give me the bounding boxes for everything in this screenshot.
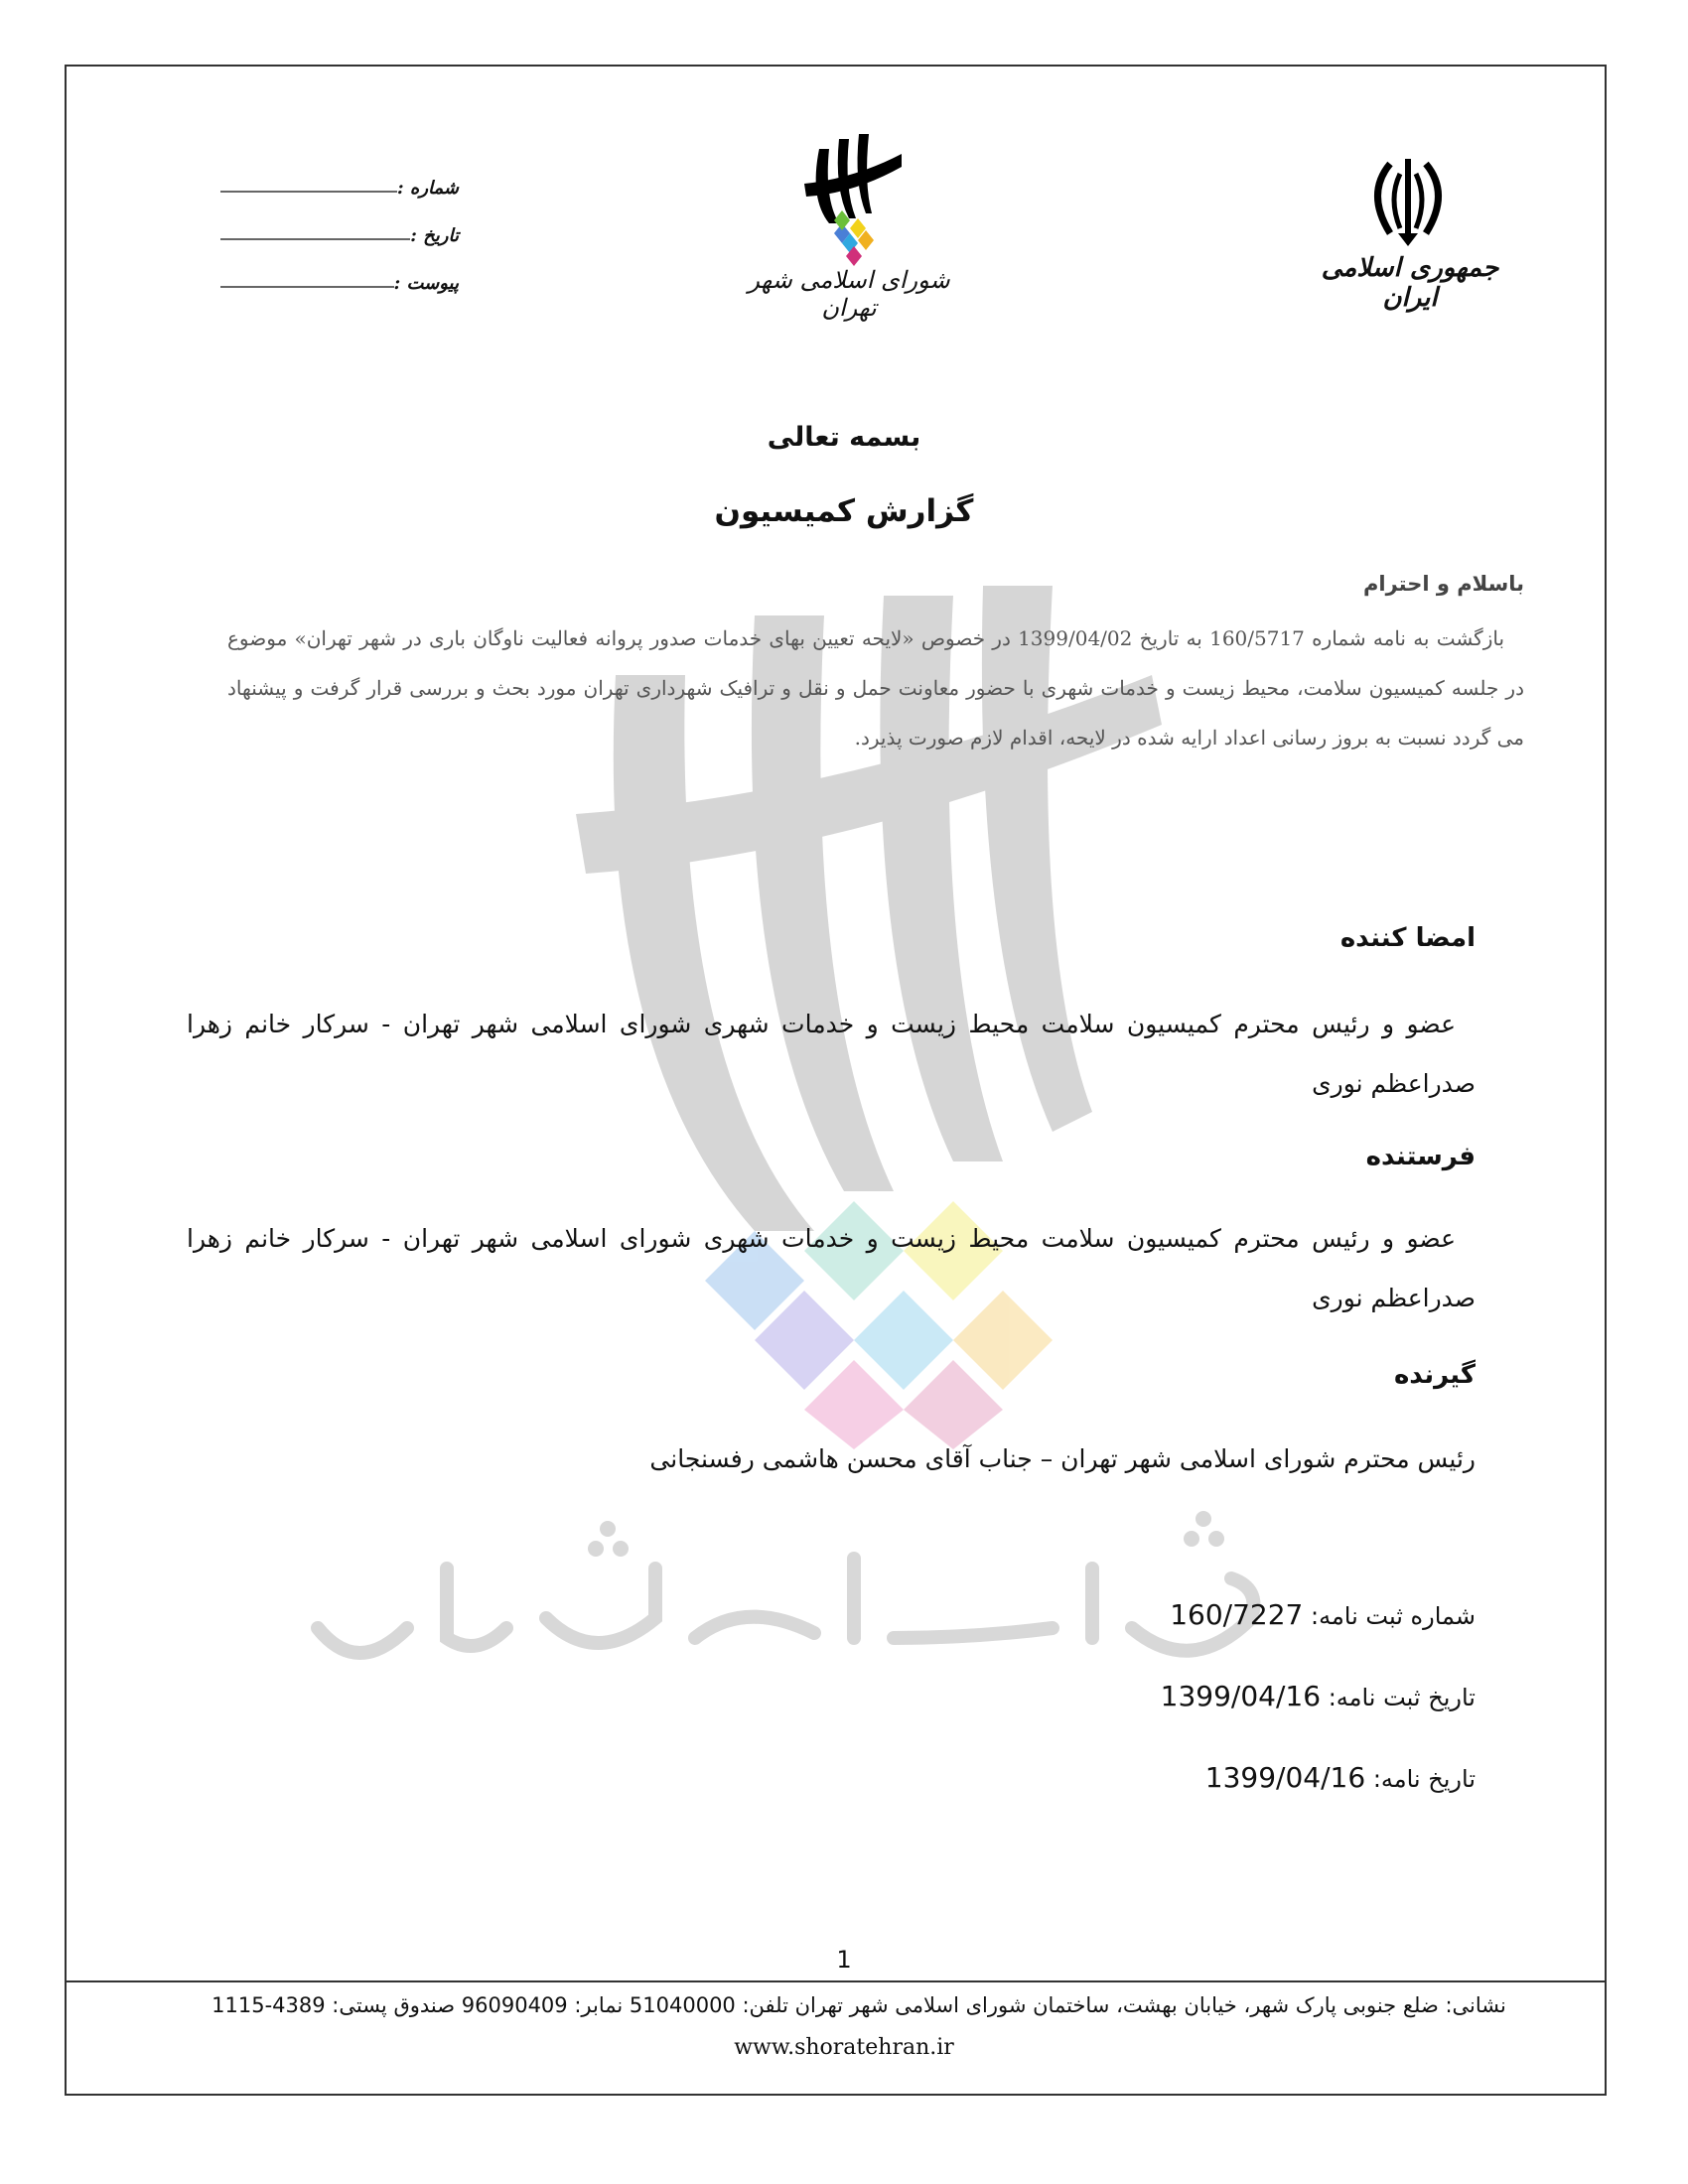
emblem-icon	[1360, 149, 1456, 248]
invocation: بسمه تعالی	[767, 422, 921, 453]
registration-date	[1161, 1680, 1476, 1712]
signer-text: عضو و رئیس محترم کمیسیون سلامت محیط زیست و خدمات شهری شورای اسلامی شهر تهران - سرکار خانم زهرا صدراعظم نوری	[187, 1010, 1476, 1098]
registration-number	[1170, 1598, 1476, 1631]
iran-emblem	[1360, 149, 1456, 248]
page-title: گزارش کمیسیون	[714, 493, 974, 529]
sender-text: عضو و رئیس محترم کمیسیون سلامت محیط زیست و خدمات شهری شورای اسلامی شهر تهران - سرکار خانم زهرا صدراعظم نوری	[187, 1224, 1476, 1312]
emblem-caption: جمهوری اسلامی ایران	[1321, 253, 1499, 313]
report-paragraph: بازگشت به نامه شماره 160/5717 به تاریخ 1399/04/02 در خصوص «لایحه تعیین بهای خدمات صدور پروانه فعالیت ناوگان باری در شهر تهران» موضوع در جلسه کمیسیون سلامت، محیط زیست و خدمات شهری با حضور معاونت حمل و نقل و ترافیک شهرداری تهران مورد بحث و بررسی قرار گرفت و پیشنهاد می گردد نسبت به بروز رسانی اعداد ارایه شده در لایحه، اقدام لازم صورت پذیرد.	[227, 626, 1524, 750]
attachment-field	[220, 264, 459, 294]
page-number: 1	[836, 1946, 852, 1974]
footer-website-link[interactable]: www.shoratehran.ir	[734, 2035, 954, 2060]
recipient-text: رئیس محترم شورای اسلامی شهر تهران – جناب آقای محسن هاشمی رفسنجانی	[649, 1444, 1476, 1473]
letter-date-field	[220, 216, 459, 246]
footer-divider	[65, 1980, 1607, 1982]
letter-date-label-bottom: تاریخ نامه:	[1372, 1765, 1476, 1793]
council-logo-icon	[794, 129, 904, 268]
council-logo	[794, 129, 904, 268]
letter-date-value: 1399/04/16	[1204, 1761, 1366, 1794]
registration-date-label: تاریخ ثبت نامه:	[1328, 1684, 1476, 1711]
letter-date	[1205, 1761, 1476, 1794]
watermark-lettering	[298, 1509, 1291, 1688]
attachment-label: پیوست :	[393, 273, 459, 294]
signer-heading: امضا کننده	[1339, 923, 1476, 953]
registration-number-value: 160/7227	[1170, 1598, 1304, 1631]
sender-heading: فرستنده	[1365, 1142, 1476, 1171]
registration-number-label: شماره ثبت نامه:	[1310, 1602, 1476, 1630]
letter-date-label: تاریخ :	[410, 225, 459, 246]
footer-address: نشانی: ضلع جنوبی پارک شهر، خیابان بهشت، ساختمان شورای اسلامی شهر تهران تلفن: 51040000 نمابر: 96090409 صندوق پستی: 4389-1115	[211, 1993, 1506, 2017]
registration-date-value: 1399/04/16	[1160, 1680, 1322, 1712]
council-logo-caption: شورای اسلامی شهر تهران	[748, 266, 950, 322]
letter-number-field	[220, 169, 459, 199]
recipient-heading: گیرنده	[1393, 1360, 1476, 1390]
greeting: باسلام و احترام	[1363, 572, 1524, 596]
letter-number-label: شماره :	[396, 178, 459, 199]
